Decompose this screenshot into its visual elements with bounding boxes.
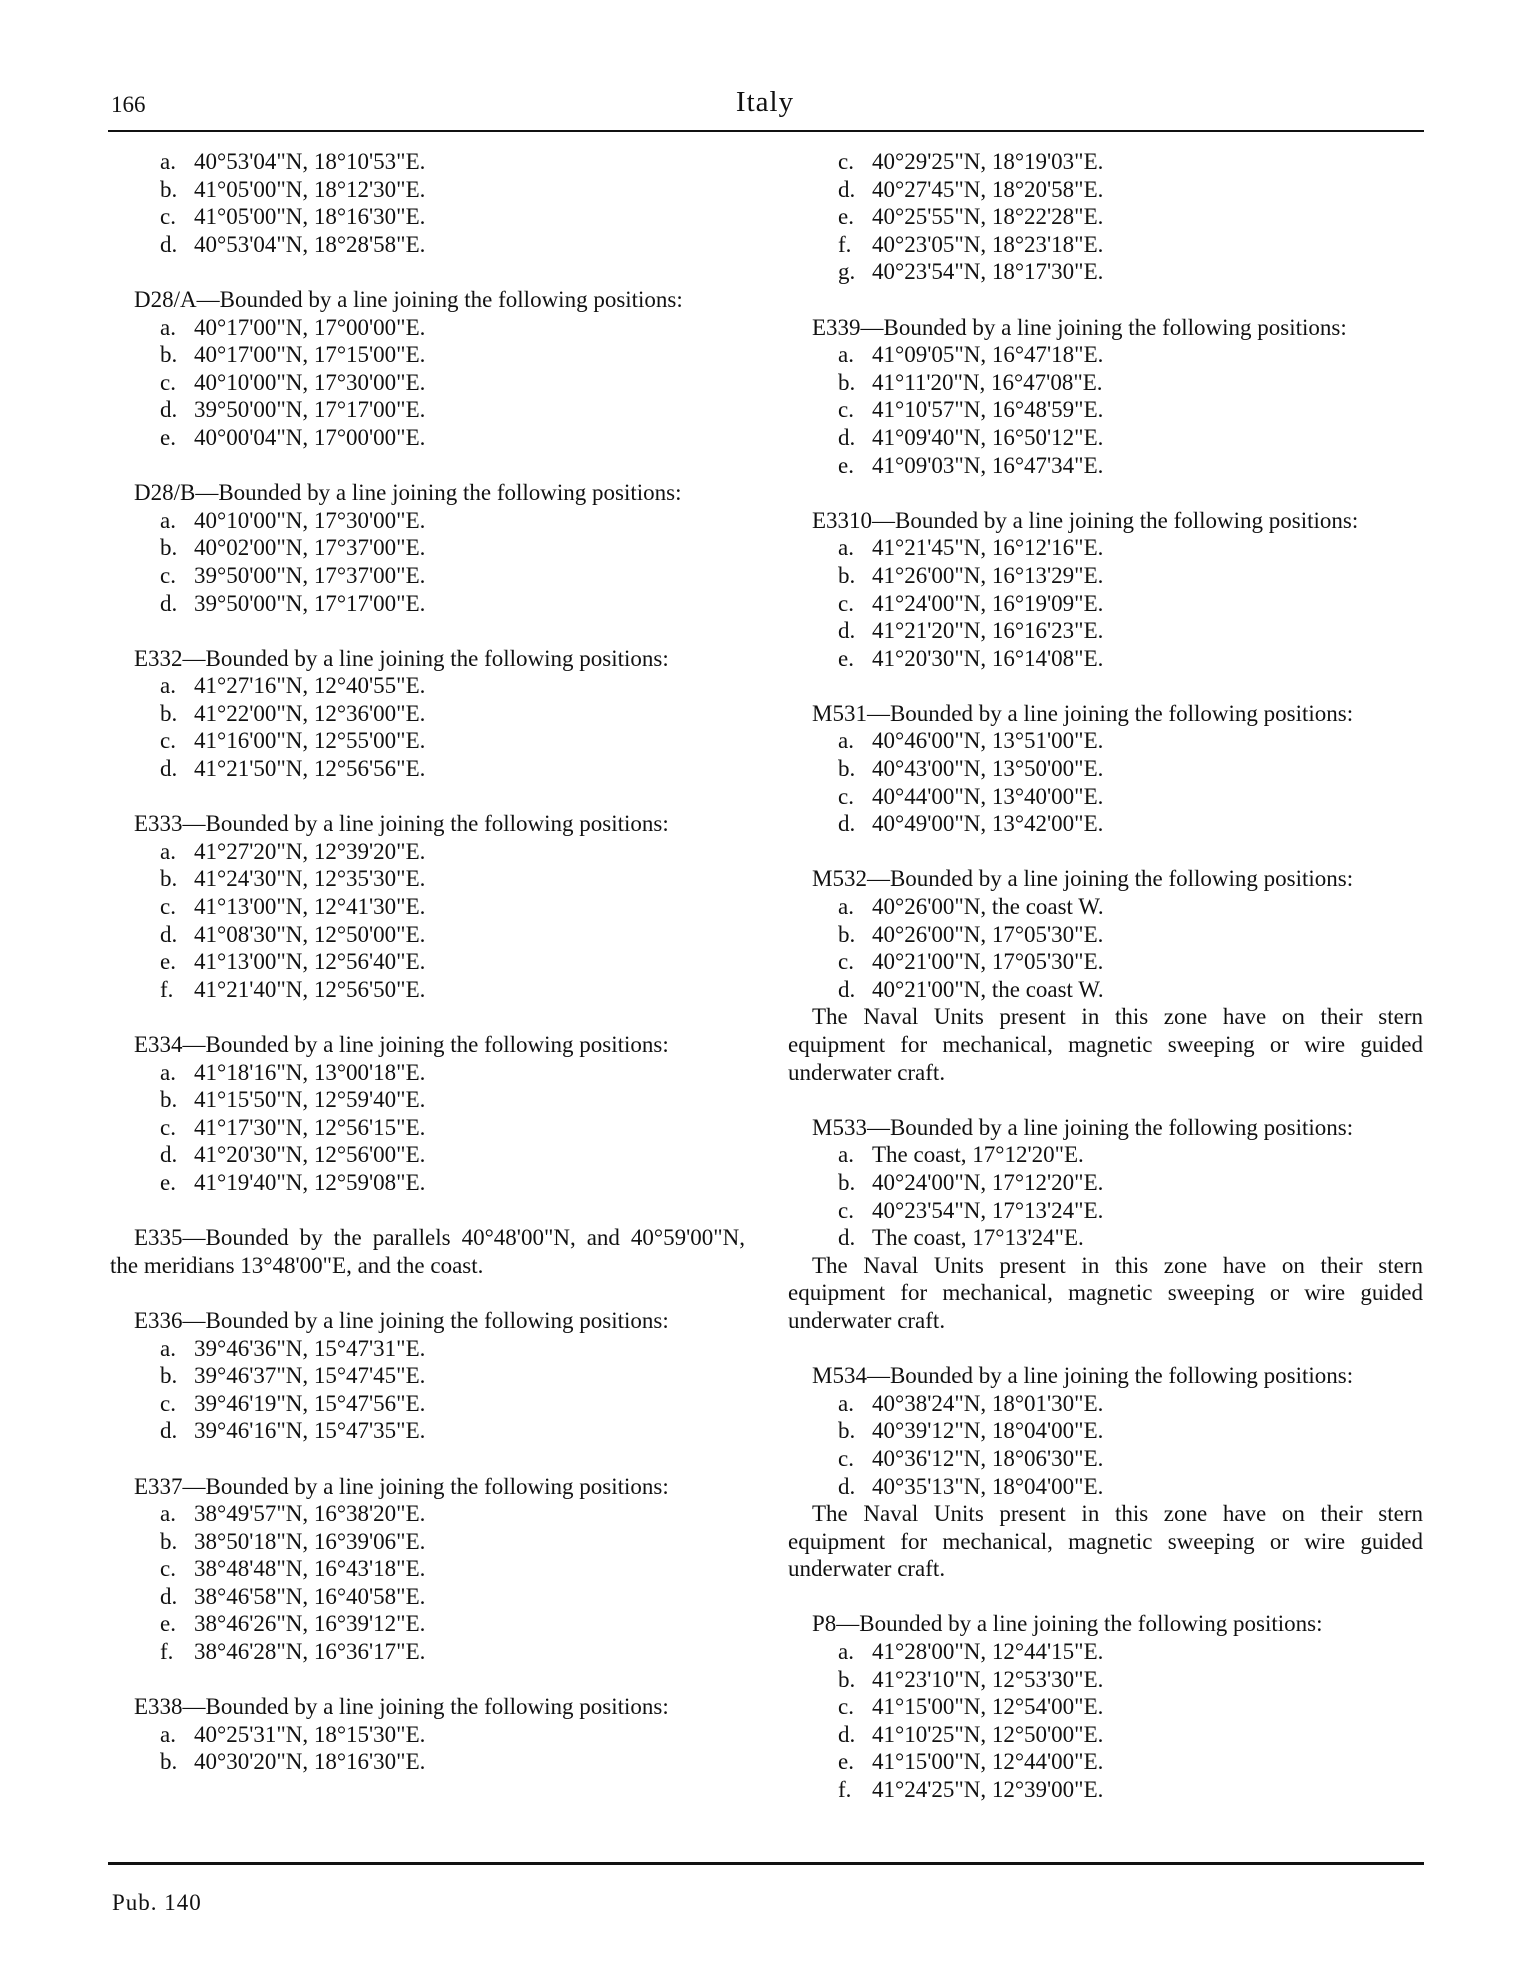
list-item [110,1721,745,1749]
item-label: c. [160,894,176,920]
item-label: b. [838,921,856,947]
item-label: d. [838,424,856,450]
item-label: f. [838,231,852,257]
item-label: a. [160,507,176,533]
item-coordinates: 40°02'00"N, 17°37'00"E. [194,535,426,561]
item-coordinates: 40°38'24"N, 18°01'30"E. [872,1390,1104,1416]
area-heading: E338—Bounded by a line joining the following positions: [134,1694,669,1720]
area-block [110,479,745,617]
footer-publication: Pub. 140 [112,1890,202,1915]
item-label: c. [160,1114,176,1140]
area-heading: D28/A—Bounded by a line joining the following positions: [134,286,683,312]
item-label: a. [838,1142,854,1168]
item-label: b. [160,535,178,561]
item-coordinates: 40°10'00"N, 17°30'00"E. [194,369,426,395]
area-block [788,507,1423,673]
area-heading: E337—Bounded by a line joining the following positions: [134,1473,669,1499]
item-coordinates: 41°24'00"N, 16°19'09"E. [872,590,1104,616]
list-item [788,921,1423,949]
area-description: E335—Bounded by the parallels 40°48'00"N, and 40°59'00"N, the meridians 13°48'00"E, and the coast. [110,1225,745,1278]
page-number: 166 [111,92,146,117]
list-item [110,341,745,369]
item-label: c. [838,149,854,174]
item-coordinates: 40°23'05"N, 18°23'18"E. [872,231,1104,257]
item-coordinates: 38°48'48"N, 16°43'18"E. [194,1556,426,1582]
header-rule [108,130,1424,132]
area-heading: E334—Bounded by a line joining the following positions: [134,1032,669,1057]
item-coordinates: 40°17'00"N, 17°00'00"E. [194,314,426,340]
item-label: d. [160,1583,178,1609]
item-label: a. [160,673,176,699]
item-coordinates: 39°50'00"N, 17°17'00"E. [194,397,426,423]
list-item [110,672,745,700]
area-block [110,1031,745,1197]
item-coordinates: 41°08'30"N, 12°50'00"E. [194,921,426,947]
item-label: d. [838,976,856,1002]
list-item [110,1114,745,1142]
area-block [788,314,1423,480]
list-item [788,645,1423,673]
list-item [788,755,1423,783]
list-item [788,203,1423,231]
list-item [788,948,1423,976]
item-coordinates: 41°21'45"N, 16°12'16"E. [872,535,1104,561]
list-item [110,1335,745,1363]
item-coordinates: 40°30'20"N, 18°16'30"E. [194,1749,426,1775]
list-item [110,148,745,176]
list-item [110,369,745,397]
position-list [788,341,1423,479]
item-coordinates: 41°23'10"N, 12°53'30"E. [872,1666,1104,1692]
item-coordinates: 40°49'00"N, 13°42'00"E. [872,811,1104,837]
position-list [788,1141,1423,1251]
item-coordinates: 41°11'20"N, 16°47'08"E. [872,369,1103,395]
list-item [788,1473,1423,1501]
list-item [788,783,1423,811]
area-block [788,865,1423,1086]
area-block [788,1362,1423,1583]
item-label: d. [160,1142,178,1168]
item-coordinates: 40°25'55"N, 18°22'28"E. [872,204,1104,230]
list-item [788,176,1423,204]
item-coordinates: 41°20'30"N, 16°14'08"E. [872,645,1104,671]
list-item [110,838,745,866]
item-coordinates: 41°09'03"N, 16°47'34"E. [872,452,1104,478]
item-coordinates: 40°27'45"N, 18°20'58"E. [872,176,1104,202]
item-coordinates: 41°05'00"N, 18°16'30"E. [194,204,426,230]
list-item [110,755,745,783]
item-label: e. [838,204,854,230]
area-block [788,700,1423,838]
list-item [110,1528,745,1556]
item-label: c. [838,1445,854,1471]
item-coordinates: 38°46'26"N, 16°39'12"E. [194,1611,426,1637]
item-label: b. [838,562,856,588]
list-item [788,727,1423,755]
continued-list [788,148,1423,286]
list-item [788,369,1423,397]
item-label: c. [838,783,854,809]
item-label: b. [160,866,178,892]
item-label: b. [160,1528,178,1554]
list-item [788,590,1423,618]
area-note: The Naval Units present in this zone have on their stern equipment for mechanical, magnetic sweeping or wire guided underwater craft. [788,1004,1423,1085]
item-coordinates: 38°46'58"N, 16°40'58"E. [194,1583,426,1609]
list-item [788,452,1423,480]
item-coordinates: 41°17'30"N, 12°56'15"E. [194,1114,426,1140]
item-label: e. [838,645,854,671]
area-heading: M533—Bounded by a line joining the following positions: [812,1114,1354,1140]
item-coordinates: 40°46'00"N, 13°51'00"E. [872,728,1104,754]
list-item [788,231,1423,259]
list-item [110,1417,745,1445]
item-coordinates: 38°50'18"N, 16°39'06"E. [194,1528,426,1554]
list-item [788,424,1423,452]
item-label: b. [160,1363,178,1389]
item-label: d. [160,756,178,782]
item-coordinates: 41°10'57"N, 16°48'59"E. [872,397,1104,423]
area-heading: P8—Bounded by a line joining the following positions: [812,1611,1323,1637]
list-item [110,203,745,231]
area-heading: E333—Bounded by a line joining the following positions: [134,811,669,837]
position-list [110,838,745,1004]
item-label: a. [160,1059,176,1085]
area-block [788,1610,1423,1803]
position-list [110,1335,745,1445]
item-coordinates: 41°21'50"N, 12°56'56"E. [194,756,426,782]
item-label: a. [838,728,854,754]
list-item [788,1445,1423,1473]
item-coordinates: 40°43'00"N, 13°50'00"E. [872,756,1104,782]
area-block [788,1114,1423,1335]
position-list [110,672,745,782]
item-label: c. [160,369,176,395]
item-label: e. [838,452,854,478]
list-item [788,534,1423,562]
list-item [788,1776,1423,1804]
item-coordinates: 40°10'00"N, 17°30'00"E. [194,507,426,533]
item-coordinates: The coast, 17°13'24"E. [872,1225,1084,1251]
item-label: b. [838,1666,856,1692]
item-coordinates: 41°05'00"N, 18°12'30"E. [194,176,426,202]
right-column [788,148,1423,1804]
item-label: f. [160,976,174,1002]
list-item [110,1638,745,1666]
position-list [110,148,745,258]
list-item [110,921,745,949]
item-label: d. [160,397,178,423]
list-item [110,396,745,424]
list-item [110,1748,745,1776]
item-label: c. [160,204,176,230]
item-coordinates: 40°25'31"N, 18°15'30"E. [194,1721,426,1747]
list-item [110,700,745,728]
item-coordinates: 41°09'05"N, 16°47'18"E. [872,342,1104,368]
list-item [110,1086,745,1114]
item-coordinates: 41°27'20"N, 12°39'20"E. [194,838,426,864]
item-coordinates: 40°44'00"N, 13°40'00"E. [872,783,1104,809]
item-coordinates: 40°26'00"N, 17°05'30"E. [872,921,1104,947]
item-label: c. [160,562,176,588]
item-label: a. [838,894,854,920]
list-item [788,617,1423,645]
item-coordinates: 40°23'54"N, 18°17'30"E. [872,259,1104,285]
item-coordinates: 41°13'00"N, 12°41'30"E. [194,894,426,920]
list-item [788,1224,1423,1252]
list-item [110,314,745,342]
item-label: a. [160,149,176,174]
item-coordinates: 41°09'40"N, 16°50'12"E. [872,424,1104,450]
item-coordinates: 41°20'30"N, 12°56'00"E. [194,1142,426,1168]
item-label: d. [160,231,178,257]
position-list [788,893,1423,1003]
item-coordinates: 40°29'25"N, 18°19'03"E. [872,149,1104,174]
item-coordinates: 40°00'04"N, 17°00'00"E. [194,424,426,450]
list-item [110,424,745,452]
item-label: c. [160,728,176,754]
area-heading: M531—Bounded by a line joining the following positions: [812,700,1354,726]
list-item [110,1610,745,1638]
position-list [788,1390,1423,1500]
area-note: The Naval Units present in this zone have on their stern equipment for mechanical, magnetic sweeping or wire guided underwater craft. [788,1252,1423,1333]
item-label: a. [160,1501,176,1527]
item-coordinates: 40°53'04"N, 18°10'53"E. [194,149,426,174]
area-heading: E336—Bounded by a line joining the following positions: [134,1307,669,1333]
area-heading: E3310—Bounded by a line joining the following positions: [812,507,1359,533]
item-coordinates: 40°21'00"N, the coast W. [872,976,1104,1002]
item-label: d. [838,1721,856,1747]
position-list [788,534,1423,672]
item-coordinates: 39°46'36"N, 15°47'31"E. [194,1335,426,1361]
list-item [788,893,1423,921]
item-label: d. [838,1225,856,1251]
area-block [110,1693,745,1776]
item-label: c. [160,1556,176,1582]
item-coordinates: 38°49'57"N, 16°38'20"E. [194,1501,426,1527]
item-coordinates: 41°28'00"N, 12°44'15"E. [872,1639,1104,1665]
item-label: e. [160,949,176,975]
item-label: d. [160,590,178,616]
item-coordinates: 40°36'12"N, 18°06'30"E. [872,1445,1104,1471]
area-block [110,810,745,1003]
item-label: b. [160,700,178,726]
item-coordinates: 41°18'16"N, 13°00'18"E. [194,1059,426,1085]
list-item [110,948,745,976]
item-label: b. [838,369,856,395]
list-item [110,976,745,1004]
area-heading: M534—Bounded by a line joining the following positions: [812,1363,1354,1389]
list-item [788,258,1423,286]
item-coordinates: 41°10'25"N, 12°50'00"E. [872,1721,1104,1747]
item-coordinates: 41°21'40"N, 12°56'50"E. [194,976,426,1002]
area-paragraph [110,1224,745,1279]
item-coordinates: 38°46'28"N, 16°36'17"E. [194,1639,426,1665]
item-label: d. [838,176,856,202]
item-label: b. [160,176,178,202]
item-coordinates: 41°15'50"N, 12°59'40"E. [194,1087,426,1113]
item-coordinates: 41°26'00"N, 16°13'29"E. [872,562,1104,588]
list-item [788,1748,1423,1776]
item-coordinates: 41°15'00"N, 12°54'00"E. [872,1694,1104,1720]
list-item [110,231,745,259]
list-item [110,1362,745,1390]
running-head-title: Italy [735,86,795,118]
item-coordinates: 39°46'16"N, 15°47'35"E. [194,1418,426,1444]
area-block [110,1307,745,1445]
item-coordinates: 39°50'00"N, 17°37'00"E. [194,562,426,588]
list-item [788,1390,1423,1418]
list-item [110,590,745,618]
list-item [110,176,745,204]
list-item [788,1417,1423,1445]
item-label: c. [838,1694,854,1720]
item-label: c. [838,590,854,616]
list-item [110,562,745,590]
list-item [788,1693,1423,1721]
item-label: a. [160,1335,176,1361]
item-label: b. [838,1169,856,1195]
item-label: e. [838,1749,854,1775]
footer-rule [108,1862,1424,1865]
area-block [110,645,745,783]
item-label: c. [838,397,854,423]
item-coordinates: 41°24'25"N, 12°39'00"E. [872,1777,1104,1803]
item-coordinates: 41°21'20"N, 16°16'23"E. [872,618,1104,644]
item-coordinates: 41°13'00"N, 12°56'40"E. [194,949,426,975]
item-coordinates: 39°46'37"N, 15°47'45"E. [194,1363,426,1389]
list-item [788,148,1423,176]
list-item [788,1666,1423,1694]
item-coordinates: 41°19'40"N, 12°59'08"E. [194,1169,426,1195]
item-label: a. [838,342,854,368]
left-column [110,148,745,1776]
area-heading: E339—Bounded by a line joining the following positions: [812,314,1347,340]
item-label: b. [160,1749,178,1775]
item-label: a. [838,1390,854,1416]
item-coordinates: 41°27'16"N, 12°40'55"E. [194,673,426,699]
item-coordinates: 41°24'30"N, 12°35'30"E. [194,866,426,892]
list-item [788,396,1423,424]
list-item [788,976,1423,1004]
item-label: a. [160,314,176,340]
item-label: f. [838,1777,852,1803]
area-heading: M532—Bounded by a line joining the following positions: [812,866,1354,892]
position-list [788,727,1423,837]
area-block [110,1473,745,1666]
item-label: b. [838,1418,856,1444]
item-label: a. [838,1639,854,1665]
item-label: e. [160,1169,176,1195]
area-block [110,286,745,452]
item-label: d. [160,921,178,947]
continued-list [110,148,745,258]
list-item [788,1638,1423,1666]
item-coordinates: The coast, 17°12'20"E. [872,1142,1084,1168]
position-list [110,507,745,617]
position-list [110,1500,745,1666]
list-item [110,865,745,893]
item-label: a. [160,838,176,864]
item-coordinates: 41°15'00"N, 12°44'00"E. [872,1749,1104,1775]
item-label: d. [838,811,856,837]
list-item [110,1390,745,1418]
list-item [110,507,745,535]
item-coordinates: 40°39'12"N, 18°04'00"E. [872,1418,1104,1444]
item-label: c. [160,1390,176,1416]
item-label: g. [838,259,856,285]
item-coordinates: 40°53'04"N, 18°28'58"E. [194,231,426,257]
item-label: e. [160,424,176,450]
position-list [110,1721,745,1776]
list-item [110,534,745,562]
item-label: d. [160,1418,178,1444]
item-coordinates: 40°17'00"N, 17°15'00"E. [194,342,426,368]
item-label: f. [160,1639,174,1665]
item-label: e. [160,1611,176,1637]
item-label: a. [160,1721,176,1747]
item-label: d. [838,618,856,644]
position-list [788,148,1423,286]
area-heading: D28/B—Bounded by a line joining the following positions: [134,480,682,506]
item-coordinates: 41°16'00"N, 12°55'00"E. [194,728,426,754]
list-item [110,1583,745,1611]
item-coordinates: 39°50'00"N, 17°17'00"E. [194,590,426,616]
item-label: b. [160,342,178,368]
list-item [110,727,745,755]
item-label: b. [838,756,856,782]
item-label: d. [838,1473,856,1499]
area-heading: E332—Bounded by a line joining the following positions: [134,645,669,671]
list-item [110,893,745,921]
position-list [788,1638,1423,1804]
item-label: c. [838,1197,854,1223]
list-item [110,1500,745,1528]
item-coordinates: 40°24'00"N, 17°12'20"E. [872,1169,1104,1195]
position-list [110,1059,745,1197]
item-label: b. [160,1087,178,1113]
item-coordinates: 40°23'54"N, 17°13'24"E. [872,1197,1104,1223]
position-list [110,314,745,452]
area-note: The Naval Units present in this zone have on their stern equipment for mechanical, magnetic sweeping or wire guided underwater craft. [788,1501,1423,1582]
item-coordinates: 40°35'13"N, 18°04'00"E. [872,1473,1104,1499]
list-item [110,1169,745,1197]
list-item [788,1721,1423,1749]
item-coordinates: 40°26'00"N, the coast W. [872,894,1104,920]
item-coordinates: 40°21'00"N, 17°05'30"E. [872,949,1104,975]
list-item [110,1141,745,1169]
list-item [788,810,1423,838]
item-label: a. [838,535,854,561]
list-item [788,1197,1423,1225]
list-item [788,562,1423,590]
list-item [110,1059,745,1087]
item-label: c. [838,949,854,975]
item-coordinates: 41°22'00"N, 12°36'00"E. [194,700,426,726]
list-item [788,1169,1423,1197]
list-item [110,1555,745,1583]
list-item [788,1141,1423,1169]
item-coordinates: 39°46'19"N, 15°47'56"E. [194,1390,426,1416]
list-item [788,341,1423,369]
